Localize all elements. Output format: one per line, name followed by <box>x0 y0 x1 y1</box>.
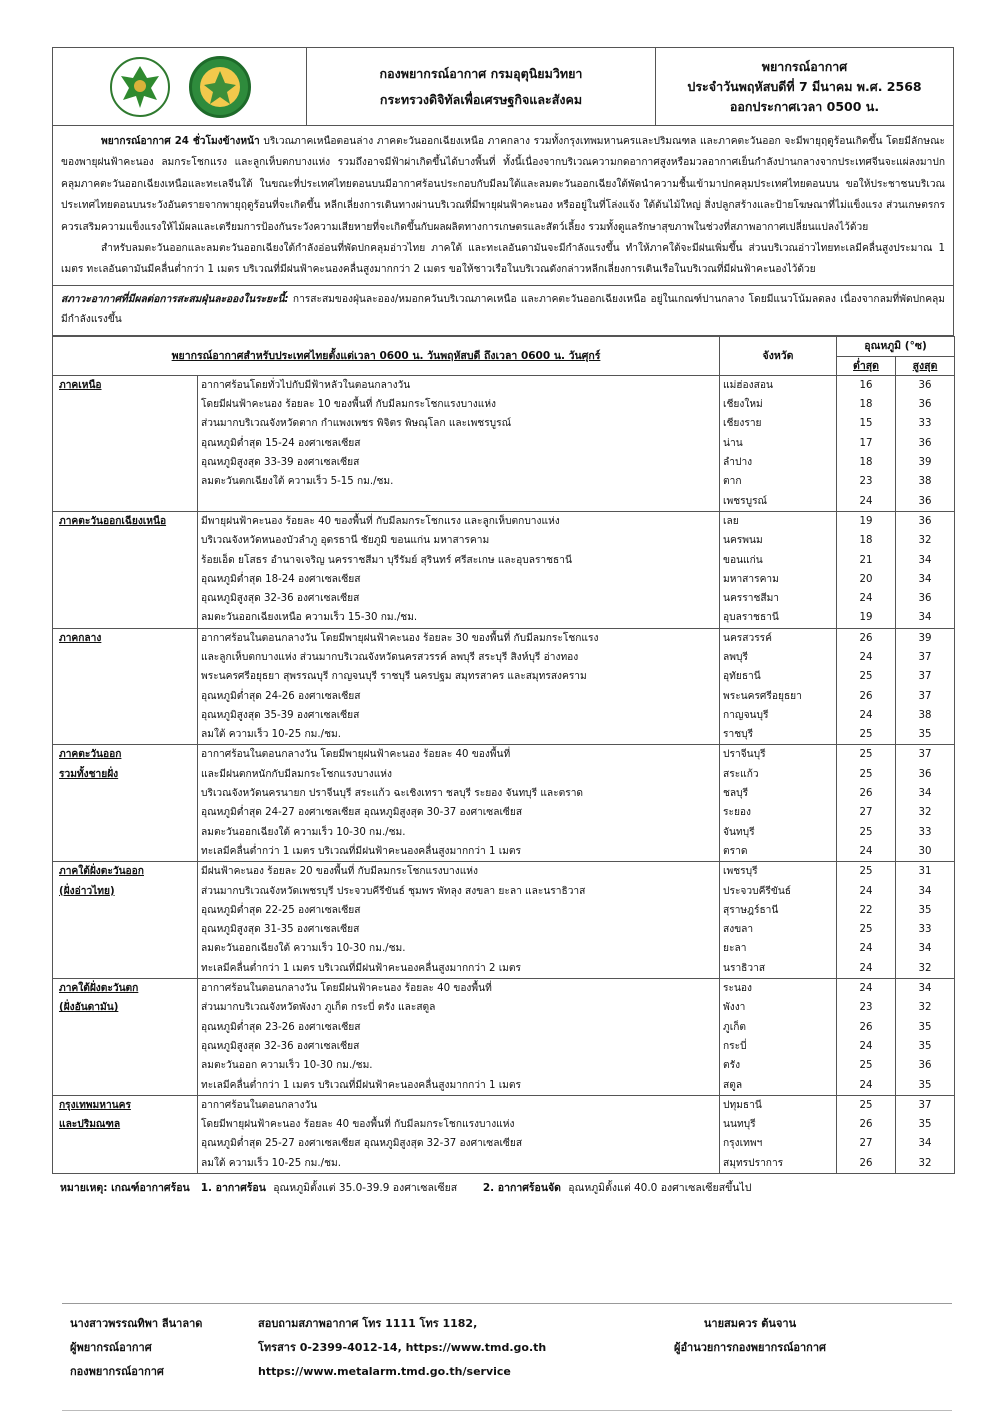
province-name: สตูล <box>720 1076 837 1096</box>
agency-line-2: กระทรวงดิจิทัลเพื่อเศรษฐกิจและสังคม <box>379 91 583 107</box>
min-temp: 16 <box>837 375 896 395</box>
logo-area <box>53 48 307 125</box>
region-name <box>53 979 198 1096</box>
min-temp: 18 <box>837 531 896 550</box>
min-temp: 26 <box>837 784 896 803</box>
forecast-detail: อุณหภูมิสูงสุด 32-36 องศาเซลเซียส <box>198 1037 720 1056</box>
province-name: ประจวบคีรีขันธ์ <box>720 882 837 901</box>
region-name-line: ภาคตะวันออก <box>59 749 122 761</box>
forecast-detail: อุณหภูมิต่ำสุด 22-25 องศาเซลเซียส <box>198 901 720 920</box>
province-name: ลำปาง <box>720 453 837 472</box>
forecaster-role: ผู้พยากรณ์อากาศ <box>70 1341 152 1354</box>
province-name: ขอนแก่น <box>720 551 837 570</box>
min-temp: 24 <box>837 706 896 725</box>
note-item-2-label: 2. อากาศร้อนจัด <box>482 1182 561 1195</box>
min-temp: 24 <box>837 1076 896 1096</box>
province-name: กระบี่ <box>720 1037 837 1056</box>
forecast-detail: อุณหภูมิสูงสุด 31-35 องศาเซลเซียส <box>198 920 720 939</box>
forecast-detail: อากาศร้อนโดยทั่วไปกับมีฟ้าหลัวในตอนกลางวัน <box>198 375 720 395</box>
province-name: ปทุมธานี <box>720 1095 837 1115</box>
min-temp: 25 <box>837 725 896 745</box>
region-name <box>53 511 198 628</box>
heat-criteria-note <box>52 1179 954 1196</box>
forecast-detail: ทะเลมีคลื่นต่ำกว่า 1 เมตร บริเวณที่มีฝนฟ้าคะนองคลื่นสูงมากกว่า 1 เมตร <box>198 1076 720 1096</box>
province-name: อุบลราชธานี <box>720 608 837 628</box>
max-temp: 32 <box>896 998 955 1017</box>
director-name: นายสมควร ต้นจาน <box>703 1317 797 1330</box>
forecast-sheet <box>52 47 954 1196</box>
province-name: นครพนม <box>720 531 837 550</box>
region-name <box>53 1095 198 1173</box>
dust-heading: สภาวะอากาศที่มีผลต่อการสะสมฝุ่นละอองในระยะนี้: <box>61 293 289 305</box>
max-temp: 37 <box>896 1095 955 1115</box>
max-temp: 34 <box>896 551 955 570</box>
forecast-detail: อากาศร้อนในตอนกลางวัน โดยมีพายุฝนฟ้าคะนอง ร้อยละ 30 ของพื้นที่ กับมีลมกระโชกแรง <box>198 628 720 648</box>
temperature-column-header: อุณหภูมิ (°ซ) <box>837 336 955 356</box>
region-name <box>53 745 198 862</box>
province-name: น่าน <box>720 434 837 453</box>
province-name: นนทบุรี <box>720 1115 837 1134</box>
max-temp: 34 <box>896 1134 955 1153</box>
region-name-line: ภาคใต้ฝั่งตะวันออก <box>59 866 144 878</box>
min-temp: 25 <box>837 823 896 842</box>
min-temp: 24 <box>837 1037 896 1056</box>
min-temp-header: ต่ำสุด <box>837 356 896 375</box>
province-name: ภูเก็ต <box>720 1018 837 1037</box>
forecast-detail: ทะเลมีคลื่นต่ำกว่า 1 เมตร บริเวณที่มีฝนฟ้าคะนองคลื่นสูงมากกว่า 2 เมตร <box>198 959 720 979</box>
forecast-text-1: บริเวณภาคเหนือตอนล่าง ภาคตะวันออกเฉียงเหนือ ภาคกลาง รวมทั้งกรุงเทพมหานครและปริมณฑล และภาคตะวันออก จะมีพายุฤดูร้อนเกิดขึ้น โดยมีลักษณะของพายุฝนฟ้าคะนอง ลมกระโชกแรง และลูกเห็บตกบางแห่ง รวมถึงอาจมีฟ้าผ่าเกิดขึ้นได้บางพื้นที่ ทั้งนี้เนื่องจากบริเวณความกดอากาศสูงหรือมวลอากาศเย็นกำลังปานกลางจากประเทศจีนจะแผ่ลงมาปกคลุมภาคตะวันออกเฉียงเหนือและทะเลจีนใต้ ในขณะที่ประเทศไทยตอนบนมีอากาศร้อนประกอบกับมีลมใต้และลมตะวันออกเฉียงใต้พัดนำความชื้นเข้ามาปกคลุมประเทศไทยตอนบน ขอให้ประชาชนบริเวณประเทศไทยตอนบนระวังอันตรายจากพายุฤดูร้อนที่จะเกิดขึ้น หลีกเลี่ยงการเดินทางผ่านบริเวณที่มีพายุฝนฟ้าคะนอง หรืออยู่ในที่โล่งแจ้ง ใต้ต้นไม้ใหญ่ สิ่งปลูกสร้างและป้ายโฆษณาที่ไม่แข็งแรง ส่วนเกษตรกรควรเสริมความแข็งแรงให้ไม้ผลและเตรียมการป้องกันระวังความเสียหายที่จะเกิดขึ้นกับผลผลิตทางการเกษตรและสัตว์เลี้ยง รวมทั้งดูแลรักษาสุขภาพในช่วงที่สภาพอากาศเปลี่ยนแปลงไว้ด้วย <box>61 136 945 233</box>
forecaster-division: กองพยากรณ์อากาศ <box>70 1365 164 1378</box>
max-temp: 34 <box>896 784 955 803</box>
forecast-detail: มีฝนฟ้าคะนอง ร้อยละ 20 ของพื้นที่ กับมีลมกระโชกแรงบางแห่ง <box>198 862 720 882</box>
min-temp: 18 <box>837 453 896 472</box>
bottom-divider <box>62 1410 952 1411</box>
max-temp: 37 <box>896 745 955 765</box>
min-temp: 15 <box>837 414 896 433</box>
region-name-line: และปริมณฑล <box>59 1119 121 1131</box>
tmd-department-logo-icon <box>189 56 251 118</box>
province-name: ระยอง <box>720 803 837 822</box>
min-temp: 24 <box>837 882 896 901</box>
forecast-detail: ลมใต้ ความเร็ว 10-25 กม./ชม. <box>198 725 720 745</box>
note-item-2-text: อุณหภูมิตั้งแต่ 40.0 องศาเซลเซียสขึ้นไป <box>568 1182 752 1195</box>
max-temp: 34 <box>896 939 955 958</box>
region-name-line: รวมทั้งชายฝั่ง <box>59 768 119 780</box>
region-name <box>53 862 198 979</box>
max-temp: 38 <box>896 706 955 725</box>
region-name-line: ภาคใต้ฝั่งตะวันตก <box>59 983 139 995</box>
min-temp: 23 <box>837 998 896 1017</box>
min-temp: 27 <box>837 803 896 822</box>
table-body <box>53 375 955 1173</box>
forecast-detail: ลมใต้ ความเร็ว 10-25 กม./ชม. <box>198 1154 720 1174</box>
province-name: แม่ฮ่องสอน <box>720 375 837 395</box>
min-temp: 26 <box>837 687 896 706</box>
forecast-detail: อุณหภูมิสูงสุด 35-39 องศาเซลเซียส <box>198 706 720 725</box>
forecast-detail: ส่วนมากบริเวณจังหวัดตาก กำแพงเพชร พิจิตร พิษณุโลก และเพชรบูรณ์ <box>198 414 720 433</box>
region-name-line: (ฝั่งอ่าวไทย) <box>59 885 115 897</box>
min-temp: 24 <box>837 492 896 512</box>
forecast-detail: ลมตะวันออกเฉียงใต้ ความเร็ว 10-30 กม./ชม. <box>198 939 720 958</box>
forecast-detail: ร้อยเอ็ด ยโสธร อำนาจเจริญ นครราชสีมา บุรีรัมย์ สุรินทร์ ศรีสะเกษ และอุบลราชธานี <box>198 551 720 570</box>
province-name: ราชบุรี <box>720 725 837 745</box>
forecast-detail: อุณหภูมิต่ำสุด 18-24 องศาเซลเซียส <box>198 570 720 589</box>
max-temp: 36 <box>896 492 955 512</box>
max-temp: 39 <box>896 628 955 648</box>
forecast-detail: โดยมีพายุฝนฟ้าคะนอง ร้อยละ 40 ของพื้นที่ กับมีลมกระโชกแรงบางแห่ง <box>198 1115 720 1134</box>
region-name-line: ภาคเหนือ <box>59 379 102 391</box>
max-temp: 36 <box>896 511 955 531</box>
document-footer <box>62 1303 952 1378</box>
forecast-detail: อุณหภูมิต่ำสุด 25-27 องศาเซลเซียส อุณหภูมิสูงสุด 32-37 องศาเซลเซียส <box>198 1134 720 1153</box>
max-temp: 34 <box>896 979 955 999</box>
province-name: นครสวรรค์ <box>720 628 837 648</box>
forecast-detail: ลมตะวันตกเฉียงใต้ ความเร็ว 5-15 กม./ชม. <box>198 472 720 491</box>
min-temp: 24 <box>837 842 896 862</box>
forecast-detail: ลมตะวันออก ความเร็ว 10-30 กม./ชม. <box>198 1056 720 1075</box>
forecast-heading: พยากรณ์อากาศ 24 ชั่วโมงข้างหน้า <box>101 136 260 147</box>
province-name: ชลบุรี <box>720 784 837 803</box>
forecast-detail: ส่วนมากบริเวณจังหวัดพังงา ภูเก็ต กระบี่ ตรัง และสตูล <box>198 998 720 1017</box>
max-temp: 34 <box>896 570 955 589</box>
min-temp: 25 <box>837 745 896 765</box>
director-signature <box>674 1312 826 1360</box>
max-temp: 35 <box>896 901 955 920</box>
table-row <box>53 745 955 765</box>
forecast-detail: โดยมีฝนฟ้าคะนอง ร้อยละ 10 ของพื้นที่ กับมีลมกระโชกแรงบางแห่ง <box>198 395 720 414</box>
max-temp: 36 <box>896 375 955 395</box>
region-name <box>53 628 198 745</box>
min-temp: 26 <box>837 1018 896 1037</box>
note-label: หมายเหตุ: เกณฑ์อากาศร้อน <box>60 1182 190 1195</box>
min-temp: 24 <box>837 648 896 667</box>
forecast-paragraph-1 <box>61 131 945 238</box>
director-title: ผู้อำนวยการกองพยากรณ์อากาศ <box>674 1341 827 1354</box>
forecaster-signature <box>70 1312 202 1384</box>
max-temp: 35 <box>896 1018 955 1037</box>
max-temp: 34 <box>896 608 955 628</box>
forecast-detail: บริเวณจังหวัดหนองบัวลำภู อุดรธานี ชัยภูมิ ขอนแก่น มหาสารคาม <box>198 531 720 550</box>
forecast-detail: อากาศร้อนในตอนกลางวัน โดยมีพายุฝนฟ้าคะนอง ร้อยละ 40 ของพื้นที่ <box>198 745 720 765</box>
province-name: ระนอง <box>720 979 837 999</box>
forecast-detail: อากาศร้อนในตอนกลางวัน โดยมีฝนฟ้าคะนอง ร้อยละ 40 ของพื้นที่ <box>198 979 720 999</box>
dust-text: การสะสมของฝุ่นละออง/หมอกควันบริเวณภาคเหนือ และภาคตะวันออกเฉียงเหนือ อยู่ในเกณฑ์ปานกลาง โดยมีแนวโน้มลดลง เนื่องจากลมที่พัดปกคลุมมีกำลังแรงขึ้น <box>61 293 945 326</box>
max-temp: 39 <box>896 453 955 472</box>
forecast-detail: และมีฝนตกหนักกับมีลมกระโชกแรงบางแห่ง <box>198 765 720 784</box>
max-temp: 35 <box>896 1037 955 1056</box>
province-name: จันทบุรี <box>720 823 837 842</box>
max-temp: 35 <box>896 725 955 745</box>
forecast-detail: อากาศร้อนในตอนกลางวัน <box>198 1095 720 1115</box>
table-row <box>53 375 955 395</box>
province-column-header: จังหวัด <box>720 336 837 375</box>
forecast-detail: อุณหภูมิต่ำสุด 24-27 องศาเซลเซียส อุณหภูมิสูงสุด 30-37 องศาเซลเซียส <box>198 803 720 822</box>
agency-line-1: กองพยากรณ์อากาศ กรมอุตุนิยมวิทยา <box>379 65 583 81</box>
max-temp: 32 <box>896 959 955 979</box>
agency-name <box>307 48 656 125</box>
max-temp: 32 <box>896 1154 955 1174</box>
province-name: สงขลา <box>720 920 837 939</box>
province-name: สมุทรปราการ <box>720 1154 837 1174</box>
province-name: พระนครศรีอยุธยา <box>720 687 837 706</box>
contact-phone: สอบถามสภาพอากาศ โทร 1111 โทร 1182, <box>258 1317 478 1330</box>
min-temp: 25 <box>837 920 896 939</box>
forecast-detail: มีพายุฝนฟ้าคะนอง ร้อยละ 40 ของพื้นที่ กับมีลมกระโชกแรง และลูกเห็บตกบางแห่ง <box>198 511 720 531</box>
table-row <box>53 511 955 531</box>
province-name: สุราษฎร์ธานี <box>720 901 837 920</box>
min-temp: 19 <box>837 608 896 628</box>
min-temp: 25 <box>837 667 896 686</box>
province-name: ตรัง <box>720 1056 837 1075</box>
note-item-1-text: อุณหภูมิตั้งแต่ 35.0-39.9 องศาเซลเซียส <box>273 1182 458 1195</box>
max-temp: 36 <box>896 395 955 414</box>
min-temp: 17 <box>837 434 896 453</box>
max-temp: 33 <box>896 823 955 842</box>
table-row <box>53 862 955 882</box>
min-temp: 24 <box>837 939 896 958</box>
max-temp: 38 <box>896 472 955 491</box>
province-name: นราธิวาส <box>720 959 837 979</box>
region-name-line: (ฝั่งอันดามัน) <box>59 1002 119 1014</box>
max-temp: 37 <box>896 648 955 667</box>
note-item-1-label: 1. อากาศร้อน <box>200 1182 266 1195</box>
max-temp: 31 <box>896 862 955 882</box>
min-temp: 18 <box>837 395 896 414</box>
document-title-block <box>656 48 953 125</box>
province-name: นครราชสีมา <box>720 589 837 608</box>
min-temp: 24 <box>837 959 896 979</box>
region-name <box>53 375 198 511</box>
max-temp: 30 <box>896 842 955 862</box>
forecast-detail: บริเวณจังหวัดนครนายก ปราจีนบุรี สระแก้ว ฉะเชิงเทรา ชลบุรี ระยอง จันทบุรี และตราด <box>198 784 720 803</box>
max-temp: 37 <box>896 687 955 706</box>
province-name: เชียงใหม่ <box>720 395 837 414</box>
min-temp: 24 <box>837 979 896 999</box>
table-title: พยากรณ์อากาศสำหรับประเทศไทยตั้งแต่เวลา 0600 น. วันพฤหัสบดี ถึงเวลา 0600 น. วันศุกร์ <box>53 336 720 375</box>
province-name: กรุงเทพฯ <box>720 1134 837 1153</box>
min-temp: 19 <box>837 511 896 531</box>
province-name: เพชรบูรณ์ <box>720 492 837 512</box>
forecast-detail <box>198 492 720 512</box>
forecast-detail: ส่วนมากบริเวณจังหวัดเพชรบุรี ประจวบคีรีขันธ์ ชุมพร พัทลุง สงขลา ยะลา และนราธิวาส <box>198 882 720 901</box>
province-name: ตราด <box>720 842 837 862</box>
province-name: เชียงราย <box>720 414 837 433</box>
province-name: เพชรบุรี <box>720 862 837 882</box>
table-row <box>53 1095 955 1115</box>
forecast-detail: ลมตะวันออกเฉียงเหนือ ความเร็ว 15-30 กม./ชม. <box>198 608 720 628</box>
contact-fax-website[interactable]: โทรสาร 0-2399-4012-14, https://www.tmd.go.th <box>258 1341 547 1354</box>
min-temp: 25 <box>837 765 896 784</box>
max-temp: 32 <box>896 531 955 550</box>
min-temp: 25 <box>837 862 896 882</box>
forecast-detail: อุณหภูมิต่ำสุด 15-24 องศาเซลเซียส <box>198 434 720 453</box>
document-date: ประจำวันพฤหัสบดีที่ 7 มีนาคม พ.ศ. 2568 <box>687 78 922 94</box>
max-temp: 33 <box>896 414 955 433</box>
table-row <box>53 628 955 648</box>
forecast-detail: อุณหภูมิต่ำสุด 24-26 องศาเซลเซียส <box>198 687 720 706</box>
province-name: มหาสารคาม <box>720 570 837 589</box>
province-name: กาญจนบุรี <box>720 706 837 725</box>
contact-info <box>258 1312 546 1384</box>
max-temp: 34 <box>896 882 955 901</box>
min-temp: 26 <box>837 1115 896 1134</box>
forecast-detail: อุณหภูมิสูงสุด 33-39 องศาเซลเซียส <box>198 453 720 472</box>
forecast-detail: พระนครศรีอยุธยา สุพรรณบุรี กาญจนบุรี ราชบุรี นครปฐม สมุทรสาคร และสมุทรสงคราม <box>198 667 720 686</box>
min-temp: 21 <box>837 551 896 570</box>
max-temp: 35 <box>896 1115 955 1134</box>
max-temp: 36 <box>896 765 955 784</box>
min-temp: 25 <box>837 1095 896 1115</box>
forecaster-name: นางสาวพรรณทิพา ลีนาลาด <box>70 1317 203 1330</box>
province-name: ลพบุรี <box>720 648 837 667</box>
province-name: ปราจีนบุรี <box>720 745 837 765</box>
province-name: สระแก้ว <box>720 765 837 784</box>
general-forecast <box>52 126 954 286</box>
min-temp: 24 <box>837 589 896 608</box>
min-temp: 20 <box>837 570 896 589</box>
document-header <box>52 47 954 126</box>
table-row <box>53 979 955 999</box>
province-name: พังงา <box>720 998 837 1017</box>
max-temp: 33 <box>896 920 955 939</box>
forecast-detail: ทะเลมีคลื่นต่ำกว่า 1 เมตร บริเวณที่มีฝนฟ้าคะนองคลื่นสูงมากกว่า 1 เมตร <box>198 842 720 862</box>
max-temp: 36 <box>896 589 955 608</box>
province-name: ตาก <box>720 472 837 491</box>
forecast-paragraph-2: สำหรับลมตะวันออกและลมตะวันออกเฉียงใต้กำลังอ่อนที่พัดปกคลุมอ่าวไทย ภาคใต้ และทะเลอันดามันจะมีกำลังแรงขึ้น ทำให้ภาคใต้จะมีฝนเพิ่มขึ้น ส่วนบริเวณอ่าวไทยทะเลมีคลื่นสูงประมาณ 1 เมตร ทะเลอันดามันมีคลื่นต่ำกว่า 1 เมตร บริเวณที่มีฝนฟ้าคะนองคลื่นสูงมากกว่า 2 เมตร ขอให้ชาวเรือในบริเวณดังกล่าวหลีกเลี่ยงการเดินเรือในบริเวณที่มีฝนฟ้าคะนองไว้ด้วย <box>61 243 945 276</box>
province-name: เลย <box>720 511 837 531</box>
region-name-line: กรุงเทพมหานคร <box>59 1099 131 1111</box>
forecast-detail: และลูกเห็บตกบางแห่ง ส่วนมากบริเวณจังหวัดนครสวรรค์ ลพบุรี สระบุรี สิงห์บุรี อ่างทอง <box>198 648 720 667</box>
document-issue-time: ออกประกาศเวลา 0500 น. <box>729 98 880 114</box>
max-temp: 36 <box>896 434 955 453</box>
garuda-ministry-logo-icon <box>109 56 171 118</box>
province-name: อุทัยธานี <box>720 667 837 686</box>
min-temp: 26 <box>837 628 896 648</box>
province-name: ยะลา <box>720 939 837 958</box>
max-temp: 35 <box>896 1076 955 1096</box>
contact-service-link[interactable]: https://www.metalarm.tmd.go.th/service <box>258 1365 511 1378</box>
min-temp: 25 <box>837 1056 896 1075</box>
max-temp: 32 <box>896 803 955 822</box>
min-temp: 27 <box>837 1134 896 1153</box>
min-temp: 23 <box>837 472 896 491</box>
region-name-line: ภาคกลาง <box>59 632 102 644</box>
region-name-line: ภาคตะวันออกเฉียงเหนือ <box>59 515 167 527</box>
forecast-detail: ลมตะวันออกเฉียงใต้ ความเร็ว 10-30 กม./ชม. <box>198 823 720 842</box>
min-temp: 26 <box>837 1154 896 1174</box>
min-temp: 22 <box>837 901 896 920</box>
dust-condition <box>52 286 954 336</box>
max-temp: 36 <box>896 1056 955 1075</box>
forecast-detail: อุณหภูมิต่ำสุด 23-26 องศาเซลเซียส <box>198 1018 720 1037</box>
forecast-detail: อุณหภูมิสูงสุด 32-36 องศาเซลเซียส <box>198 589 720 608</box>
document-title: พยากรณ์อากาศ <box>761 58 848 74</box>
max-temp-header: สูงสุด <box>896 356 955 375</box>
regional-forecast-table <box>52 336 955 1174</box>
max-temp: 37 <box>896 667 955 686</box>
